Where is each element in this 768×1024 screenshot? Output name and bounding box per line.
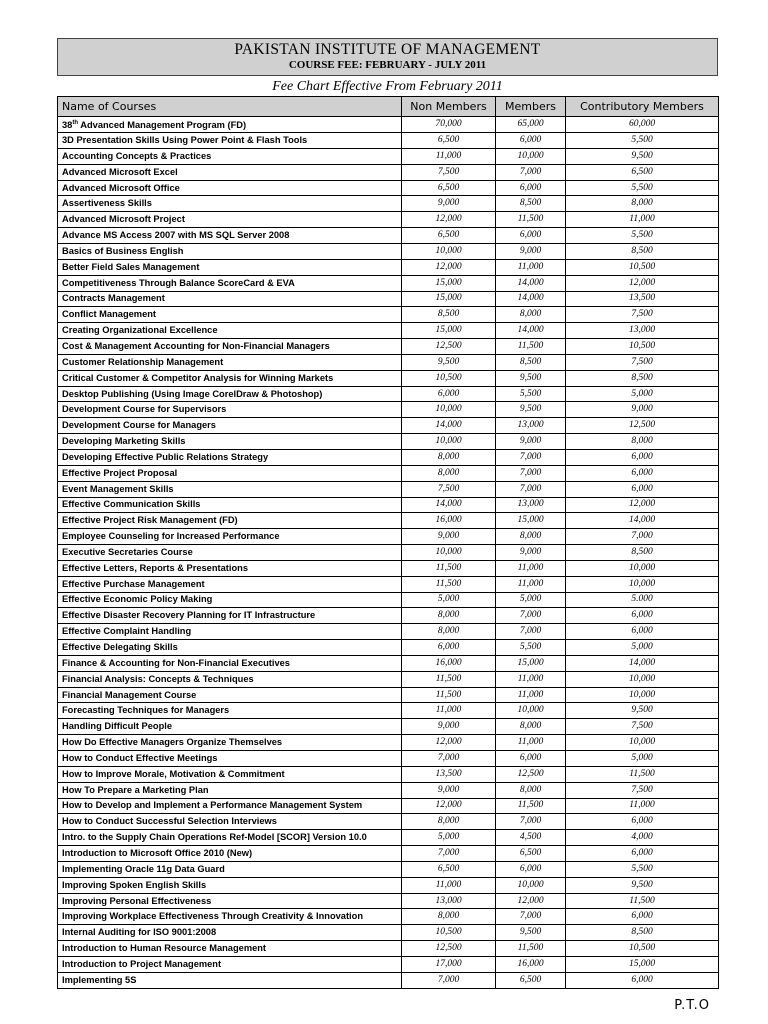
member-fee: 11,000 bbox=[496, 560, 566, 576]
contributory-fee: 8,500 bbox=[566, 925, 719, 941]
table-header-row bbox=[58, 97, 719, 117]
contributory-fee: 13,500 bbox=[566, 291, 719, 307]
course-name: Employee Counseling for Increased Performance bbox=[58, 529, 402, 545]
contributory-fee: 5,000 bbox=[566, 386, 719, 402]
table-row bbox=[58, 291, 719, 307]
course-name: Effective Project Proposal bbox=[58, 465, 402, 481]
course-name: Effective Delegating Skills bbox=[58, 640, 402, 656]
contributory-fee: 10,000 bbox=[566, 560, 719, 576]
non-member-fee: 14,000 bbox=[402, 418, 496, 434]
non-member-fee: 10,000 bbox=[402, 244, 496, 260]
member-fee: 9,500 bbox=[496, 370, 566, 386]
member-fee: 13,000 bbox=[496, 497, 566, 513]
non-member-fee: 11,000 bbox=[402, 148, 496, 164]
non-member-fee: 6,500 bbox=[402, 133, 496, 149]
course-name: Desktop Publishing (Using Image CorelDraw & Photoshop) bbox=[58, 386, 402, 402]
course-name: Improving Spoken English Skills bbox=[58, 877, 402, 893]
column-header-contributory: Contributory Members bbox=[566, 97, 719, 117]
member-fee: 11,000 bbox=[496, 687, 566, 703]
contributory-fee: 5,500 bbox=[566, 861, 719, 877]
contributory-fee: 5,000 bbox=[566, 640, 719, 656]
table-row bbox=[58, 402, 719, 418]
course-name: Advanced Microsoft Project bbox=[58, 212, 402, 228]
table-row bbox=[58, 782, 719, 798]
table-row bbox=[58, 687, 719, 703]
member-fee: 6,000 bbox=[496, 228, 566, 244]
non-member-fee: 14,000 bbox=[402, 497, 496, 513]
member-fee: 9,000 bbox=[496, 545, 566, 561]
non-member-fee: 11,000 bbox=[402, 703, 496, 719]
non-member-fee: 5,000 bbox=[402, 830, 496, 846]
member-fee: 8,500 bbox=[496, 196, 566, 212]
member-fee: 5,500 bbox=[496, 386, 566, 402]
contributory-fee: 7,000 bbox=[566, 529, 719, 545]
column-header-non-members: Non Members bbox=[402, 97, 496, 117]
non-member-fee: 70,000 bbox=[402, 117, 496, 133]
course-name: Customer Relationship Management bbox=[58, 354, 402, 370]
member-fee: 8,500 bbox=[496, 354, 566, 370]
table-row bbox=[58, 592, 719, 608]
table-row bbox=[58, 671, 719, 687]
non-member-fee: 12,000 bbox=[402, 735, 496, 751]
table-row bbox=[58, 481, 719, 497]
contributory-fee: 9,000 bbox=[566, 402, 719, 418]
member-fee: 13,000 bbox=[496, 418, 566, 434]
table-row bbox=[58, 244, 719, 260]
course-name: How to Improve Morale, Motivation & Commitment bbox=[58, 766, 402, 782]
table-row bbox=[58, 925, 719, 941]
non-member-fee: 11,500 bbox=[402, 560, 496, 576]
non-member-fee: 15,000 bbox=[402, 323, 496, 339]
table-row bbox=[58, 259, 719, 275]
contributory-fee: 6,000 bbox=[566, 481, 719, 497]
member-fee: 10,000 bbox=[496, 703, 566, 719]
member-fee: 6,000 bbox=[496, 861, 566, 877]
table-row bbox=[58, 386, 719, 402]
non-member-fee: 8,000 bbox=[402, 449, 496, 465]
member-fee: 7,000 bbox=[496, 449, 566, 465]
table-row bbox=[58, 703, 719, 719]
member-fee: 15,000 bbox=[496, 513, 566, 529]
member-fee: 16,000 bbox=[496, 956, 566, 972]
non-member-fee: 10,000 bbox=[402, 545, 496, 561]
non-member-fee: 13,000 bbox=[402, 893, 496, 909]
non-member-fee: 6,500 bbox=[402, 861, 496, 877]
non-member-fee: 10,000 bbox=[402, 402, 496, 418]
member-fee: 15,000 bbox=[496, 655, 566, 671]
contributory-fee: 10,500 bbox=[566, 259, 719, 275]
course-name: Development Course for Supervisors bbox=[58, 402, 402, 418]
course-name: Better Field Sales Management bbox=[58, 259, 402, 275]
contributory-fee: 6,000 bbox=[566, 465, 719, 481]
non-member-fee: 16,000 bbox=[402, 513, 496, 529]
non-member-fee: 11,500 bbox=[402, 687, 496, 703]
non-member-fee: 8,500 bbox=[402, 307, 496, 323]
course-name: Development Course for Managers bbox=[58, 418, 402, 434]
course-name: How to Conduct Successful Selection Interviews bbox=[58, 814, 402, 830]
course-name: Advanced Microsoft Excel bbox=[58, 164, 402, 180]
non-member-fee: 8,000 bbox=[402, 465, 496, 481]
course-name: Introduction to Human Resource Management bbox=[58, 941, 402, 957]
table-row bbox=[58, 164, 719, 180]
member-fee: 9,000 bbox=[496, 244, 566, 260]
table-row bbox=[58, 117, 719, 133]
member-fee: 6,000 bbox=[496, 133, 566, 149]
fee-table bbox=[57, 96, 719, 989]
contributory-fee: 10,500 bbox=[566, 941, 719, 957]
table-row bbox=[58, 941, 719, 957]
contributory-fee: 14,000 bbox=[566, 513, 719, 529]
table-row bbox=[58, 196, 719, 212]
table-row bbox=[58, 418, 719, 434]
course-name: Implementing Oracle 11g Data Guard bbox=[58, 861, 402, 877]
non-member-fee: 6,000 bbox=[402, 640, 496, 656]
member-fee: 9,000 bbox=[496, 434, 566, 450]
member-fee: 8,000 bbox=[496, 782, 566, 798]
member-fee: 14,000 bbox=[496, 323, 566, 339]
course-name: Introduction to Microsoft Office 2010 (New) bbox=[58, 846, 402, 862]
member-fee: 7,000 bbox=[496, 608, 566, 624]
table-row bbox=[58, 814, 719, 830]
contributory-fee: 11,500 bbox=[566, 766, 719, 782]
non-member-fee: 8,000 bbox=[402, 909, 496, 925]
non-member-fee: 12,000 bbox=[402, 259, 496, 275]
member-fee: 11,000 bbox=[496, 735, 566, 751]
table-row bbox=[58, 434, 719, 450]
table-row bbox=[58, 735, 719, 751]
contributory-fee: 12,500 bbox=[566, 418, 719, 434]
non-member-fee: 6,500 bbox=[402, 228, 496, 244]
contributory-fee: 13,000 bbox=[566, 323, 719, 339]
non-member-fee: 12,500 bbox=[402, 941, 496, 957]
table-row bbox=[58, 798, 719, 814]
contributory-fee: 10,000 bbox=[566, 687, 719, 703]
non-member-fee: 9,000 bbox=[402, 196, 496, 212]
table-row bbox=[58, 624, 719, 640]
contributory-fee: 10,000 bbox=[566, 735, 719, 751]
non-member-fee: 11,000 bbox=[402, 877, 496, 893]
non-member-fee: 11,500 bbox=[402, 671, 496, 687]
table-row bbox=[58, 560, 719, 576]
course-name: Effective Project Risk Management (FD) bbox=[58, 513, 402, 529]
non-member-fee: 9,000 bbox=[402, 782, 496, 798]
contributory-fee: 6,500 bbox=[566, 164, 719, 180]
non-member-fee: 10,000 bbox=[402, 434, 496, 450]
column-header-members: Members bbox=[496, 97, 566, 117]
table-row bbox=[58, 608, 719, 624]
table-row bbox=[58, 766, 719, 782]
non-member-fee: 12,500 bbox=[402, 339, 496, 355]
table-row bbox=[58, 861, 719, 877]
member-fee: 11,500 bbox=[496, 941, 566, 957]
contributory-fee: 8,500 bbox=[566, 370, 719, 386]
non-member-fee: 6,000 bbox=[402, 386, 496, 402]
contributory-fee: 6,000 bbox=[566, 624, 719, 640]
course-name: Implementing 5S bbox=[58, 972, 402, 988]
table-row bbox=[58, 956, 719, 972]
non-member-fee: 12,000 bbox=[402, 212, 496, 228]
table-row bbox=[58, 972, 719, 988]
fee-chart-subtitle: Fee Chart Effective From February 2011 bbox=[272, 79, 503, 94]
contributory-fee: 10,500 bbox=[566, 339, 719, 355]
non-member-fee: 7,500 bbox=[402, 481, 496, 497]
contributory-fee: 12,000 bbox=[566, 497, 719, 513]
course-name: Improving Personal Effectiveness bbox=[58, 893, 402, 909]
page-turn-over: P.T.O bbox=[674, 998, 710, 1013]
contributory-fee: 9,500 bbox=[566, 877, 719, 893]
table-row bbox=[58, 370, 719, 386]
contributory-fee: 7,500 bbox=[566, 719, 719, 735]
course-name: Financial Analysis: Concepts & Techniques bbox=[58, 671, 402, 687]
contributory-fee: 5,000 bbox=[566, 751, 719, 767]
course-name: Assertiveness Skills bbox=[58, 196, 402, 212]
course-name: Executive Secretaries Course bbox=[58, 545, 402, 561]
course-name: Handling Difficult People bbox=[58, 719, 402, 735]
course-fee-period: COURSE FEE: FEBRUARY - JULY 2011 bbox=[288, 59, 487, 71]
course-name: Cost & Management Accounting for Non-Financial Managers bbox=[58, 339, 402, 355]
course-name: Effective Disaster Recovery Planning for IT Infrastructure bbox=[58, 608, 402, 624]
contributory-fee: 5,500 bbox=[566, 228, 719, 244]
contributory-fee: 7,500 bbox=[566, 307, 719, 323]
member-fee: 6,000 bbox=[496, 180, 566, 196]
table-row bbox=[58, 576, 719, 592]
course-name: 38th Advanced Management Program (FD) bbox=[58, 117, 402, 133]
course-name: Developing Effective Public Relations Strategy bbox=[58, 449, 402, 465]
table-row bbox=[58, 354, 719, 370]
course-name: Effective Purchase Management bbox=[58, 576, 402, 592]
contributory-fee: 60,000 bbox=[566, 117, 719, 133]
member-fee: 14,000 bbox=[496, 291, 566, 307]
course-name: Conflict Management bbox=[58, 307, 402, 323]
member-fee: 11,500 bbox=[496, 798, 566, 814]
course-name: Effective Economic Policy Making bbox=[58, 592, 402, 608]
member-fee: 4,500 bbox=[496, 830, 566, 846]
member-fee: 11,500 bbox=[496, 212, 566, 228]
course-name: How to Develop and Implement a Performance Management System bbox=[58, 798, 402, 814]
contributory-fee: 7,500 bbox=[566, 782, 719, 798]
non-member-fee: 12,000 bbox=[402, 798, 496, 814]
organization-title: PAKISTAN INSTITUTE OF MANAGEMENT bbox=[234, 41, 541, 58]
member-fee: 12,000 bbox=[496, 893, 566, 909]
course-name: Finance & Accounting for Non-Financial Executives bbox=[58, 655, 402, 671]
member-fee: 6,500 bbox=[496, 972, 566, 988]
member-fee: 5,000 bbox=[496, 592, 566, 608]
non-member-fee: 7,500 bbox=[402, 164, 496, 180]
table-row bbox=[58, 307, 719, 323]
member-fee: 65,000 bbox=[496, 117, 566, 133]
table-row bbox=[58, 719, 719, 735]
non-member-fee: 8,000 bbox=[402, 624, 496, 640]
non-member-fee: 6,500 bbox=[402, 180, 496, 196]
column-header-course: Name of Courses bbox=[58, 97, 402, 117]
course-name: How Do Effective Managers Organize Themselves bbox=[58, 735, 402, 751]
member-fee: 11,000 bbox=[496, 259, 566, 275]
table-row bbox=[58, 323, 719, 339]
course-name: Developing Marketing Skills bbox=[58, 434, 402, 450]
contributory-fee: 8,500 bbox=[566, 244, 719, 260]
non-member-fee: 17,000 bbox=[402, 956, 496, 972]
contributory-fee: 4,000 bbox=[566, 830, 719, 846]
contributory-fee: 9,500 bbox=[566, 148, 719, 164]
table-row bbox=[58, 909, 719, 925]
course-name: 3D Presentation Skills Using Power Point & Flash Tools bbox=[58, 133, 402, 149]
non-member-fee: 7,000 bbox=[402, 846, 496, 862]
table-row bbox=[58, 751, 719, 767]
non-member-fee: 7,000 bbox=[402, 972, 496, 988]
member-fee: 11,000 bbox=[496, 671, 566, 687]
table-row bbox=[58, 148, 719, 164]
contributory-fee: 6,000 bbox=[566, 909, 719, 925]
contributory-fee: 14,000 bbox=[566, 655, 719, 671]
table-row bbox=[58, 275, 719, 291]
member-fee: 6,000 bbox=[496, 751, 566, 767]
non-member-fee: 15,000 bbox=[402, 275, 496, 291]
non-member-fee: 10,500 bbox=[402, 925, 496, 941]
table-row bbox=[58, 830, 719, 846]
non-member-fee: 11,500 bbox=[402, 576, 496, 592]
contributory-fee: 11,500 bbox=[566, 893, 719, 909]
member-fee: 7,000 bbox=[496, 909, 566, 925]
table-row bbox=[58, 465, 719, 481]
course-name: Basics of Business English bbox=[58, 244, 402, 260]
member-fee: 5,500 bbox=[496, 640, 566, 656]
contributory-fee: 11,000 bbox=[566, 212, 719, 228]
fee-table-body bbox=[58, 117, 719, 989]
course-name: How to Conduct Effective Meetings bbox=[58, 751, 402, 767]
member-fee: 11,500 bbox=[496, 339, 566, 355]
contributory-fee: 11,000 bbox=[566, 798, 719, 814]
course-name: Forecasting Techniques for Managers bbox=[58, 703, 402, 719]
non-member-fee: 8,000 bbox=[402, 608, 496, 624]
course-name: Introduction to Project Management bbox=[58, 956, 402, 972]
contributory-fee: 15,000 bbox=[566, 956, 719, 972]
member-fee: 8,000 bbox=[496, 719, 566, 735]
course-name: Critical Customer & Competitor Analysis for Winning Markets bbox=[58, 370, 402, 386]
course-name: Effective Complaint Handling bbox=[58, 624, 402, 640]
contributory-fee: 10,000 bbox=[566, 671, 719, 687]
member-fee: 7,000 bbox=[496, 814, 566, 830]
table-row bbox=[58, 180, 719, 196]
contributory-fee: 5,500 bbox=[566, 180, 719, 196]
contributory-fee: 6,000 bbox=[566, 846, 719, 862]
contributory-fee: 7,500 bbox=[566, 354, 719, 370]
contributory-fee: 10,000 bbox=[566, 576, 719, 592]
non-member-fee: 9,500 bbox=[402, 354, 496, 370]
non-member-fee: 15,000 bbox=[402, 291, 496, 307]
course-name: Internal Auditing for ISO 9001:2008 bbox=[58, 925, 402, 941]
table-row bbox=[58, 339, 719, 355]
member-fee: 10,000 bbox=[496, 148, 566, 164]
table-row bbox=[58, 545, 719, 561]
course-name: Financial Management Course bbox=[58, 687, 402, 703]
member-fee: 8,000 bbox=[496, 307, 566, 323]
contributory-fee: 9,500 bbox=[566, 703, 719, 719]
contributory-fee: 6,000 bbox=[566, 449, 719, 465]
non-member-fee: 9,000 bbox=[402, 719, 496, 735]
member-fee: 7,000 bbox=[496, 164, 566, 180]
contributory-fee: 5.000 bbox=[566, 592, 719, 608]
table-row bbox=[58, 893, 719, 909]
header-banner bbox=[57, 38, 718, 76]
non-member-fee: 16,000 bbox=[402, 655, 496, 671]
contributory-fee: 6,000 bbox=[566, 814, 719, 830]
non-member-fee: 8,000 bbox=[402, 814, 496, 830]
course-name: Event Management Skills bbox=[58, 481, 402, 497]
table-row bbox=[58, 877, 719, 893]
member-fee: 7,000 bbox=[496, 624, 566, 640]
contributory-fee: 12,000 bbox=[566, 275, 719, 291]
course-name: Advance MS Access 2007 with MS SQL Server 2008 bbox=[58, 228, 402, 244]
member-fee: 10,000 bbox=[496, 877, 566, 893]
course-name: Contracts Management bbox=[58, 291, 402, 307]
member-fee: 11,000 bbox=[496, 576, 566, 592]
course-name: Creating Organizational Excellence bbox=[58, 323, 402, 339]
table-row bbox=[58, 513, 719, 529]
member-fee: 6,500 bbox=[496, 846, 566, 862]
course-name: Effective Letters, Reports & Presentations bbox=[58, 560, 402, 576]
course-name: Improving Workplace Effectiveness Through Creativity & Innovation bbox=[58, 909, 402, 925]
course-name: Accounting Concepts & Practices bbox=[58, 148, 402, 164]
course-name: Competitiveness Through Balance ScoreCard & EVA bbox=[58, 275, 402, 291]
member-fee: 14,000 bbox=[496, 275, 566, 291]
table-row bbox=[58, 212, 719, 228]
contributory-fee: 8,500 bbox=[566, 545, 719, 561]
non-member-fee: 10,500 bbox=[402, 370, 496, 386]
table-row bbox=[58, 228, 719, 244]
non-member-fee: 5,000 bbox=[402, 592, 496, 608]
member-fee: 12,500 bbox=[496, 766, 566, 782]
member-fee: 7,000 bbox=[496, 481, 566, 497]
table-row bbox=[58, 133, 719, 149]
table-row bbox=[58, 655, 719, 671]
non-member-fee: 9,000 bbox=[402, 529, 496, 545]
table-row bbox=[58, 497, 719, 513]
member-fee: 8,000 bbox=[496, 529, 566, 545]
course-name: Advanced Microsoft Office bbox=[58, 180, 402, 196]
member-fee: 7,000 bbox=[496, 465, 566, 481]
contributory-fee: 6,000 bbox=[566, 608, 719, 624]
contributory-fee: 8,000 bbox=[566, 434, 719, 450]
contributory-fee: 5,500 bbox=[566, 133, 719, 149]
contributory-fee: 8,000 bbox=[566, 196, 719, 212]
course-name: Intro. to the Supply Chain Operations Ref-Model [SCOR] Version 10.0 bbox=[58, 830, 402, 846]
non-member-fee: 7,000 bbox=[402, 751, 496, 767]
table-row bbox=[58, 529, 719, 545]
table-row bbox=[58, 846, 719, 862]
contributory-fee: 6,000 bbox=[566, 972, 719, 988]
member-fee: 9,500 bbox=[496, 925, 566, 941]
table-row bbox=[58, 449, 719, 465]
member-fee: 9,500 bbox=[496, 402, 566, 418]
table-row bbox=[58, 640, 719, 656]
course-name: Effective Communication Skills bbox=[58, 497, 402, 513]
course-name: How To Prepare a Marketing Plan bbox=[58, 782, 402, 798]
non-member-fee: 13,500 bbox=[402, 766, 496, 782]
